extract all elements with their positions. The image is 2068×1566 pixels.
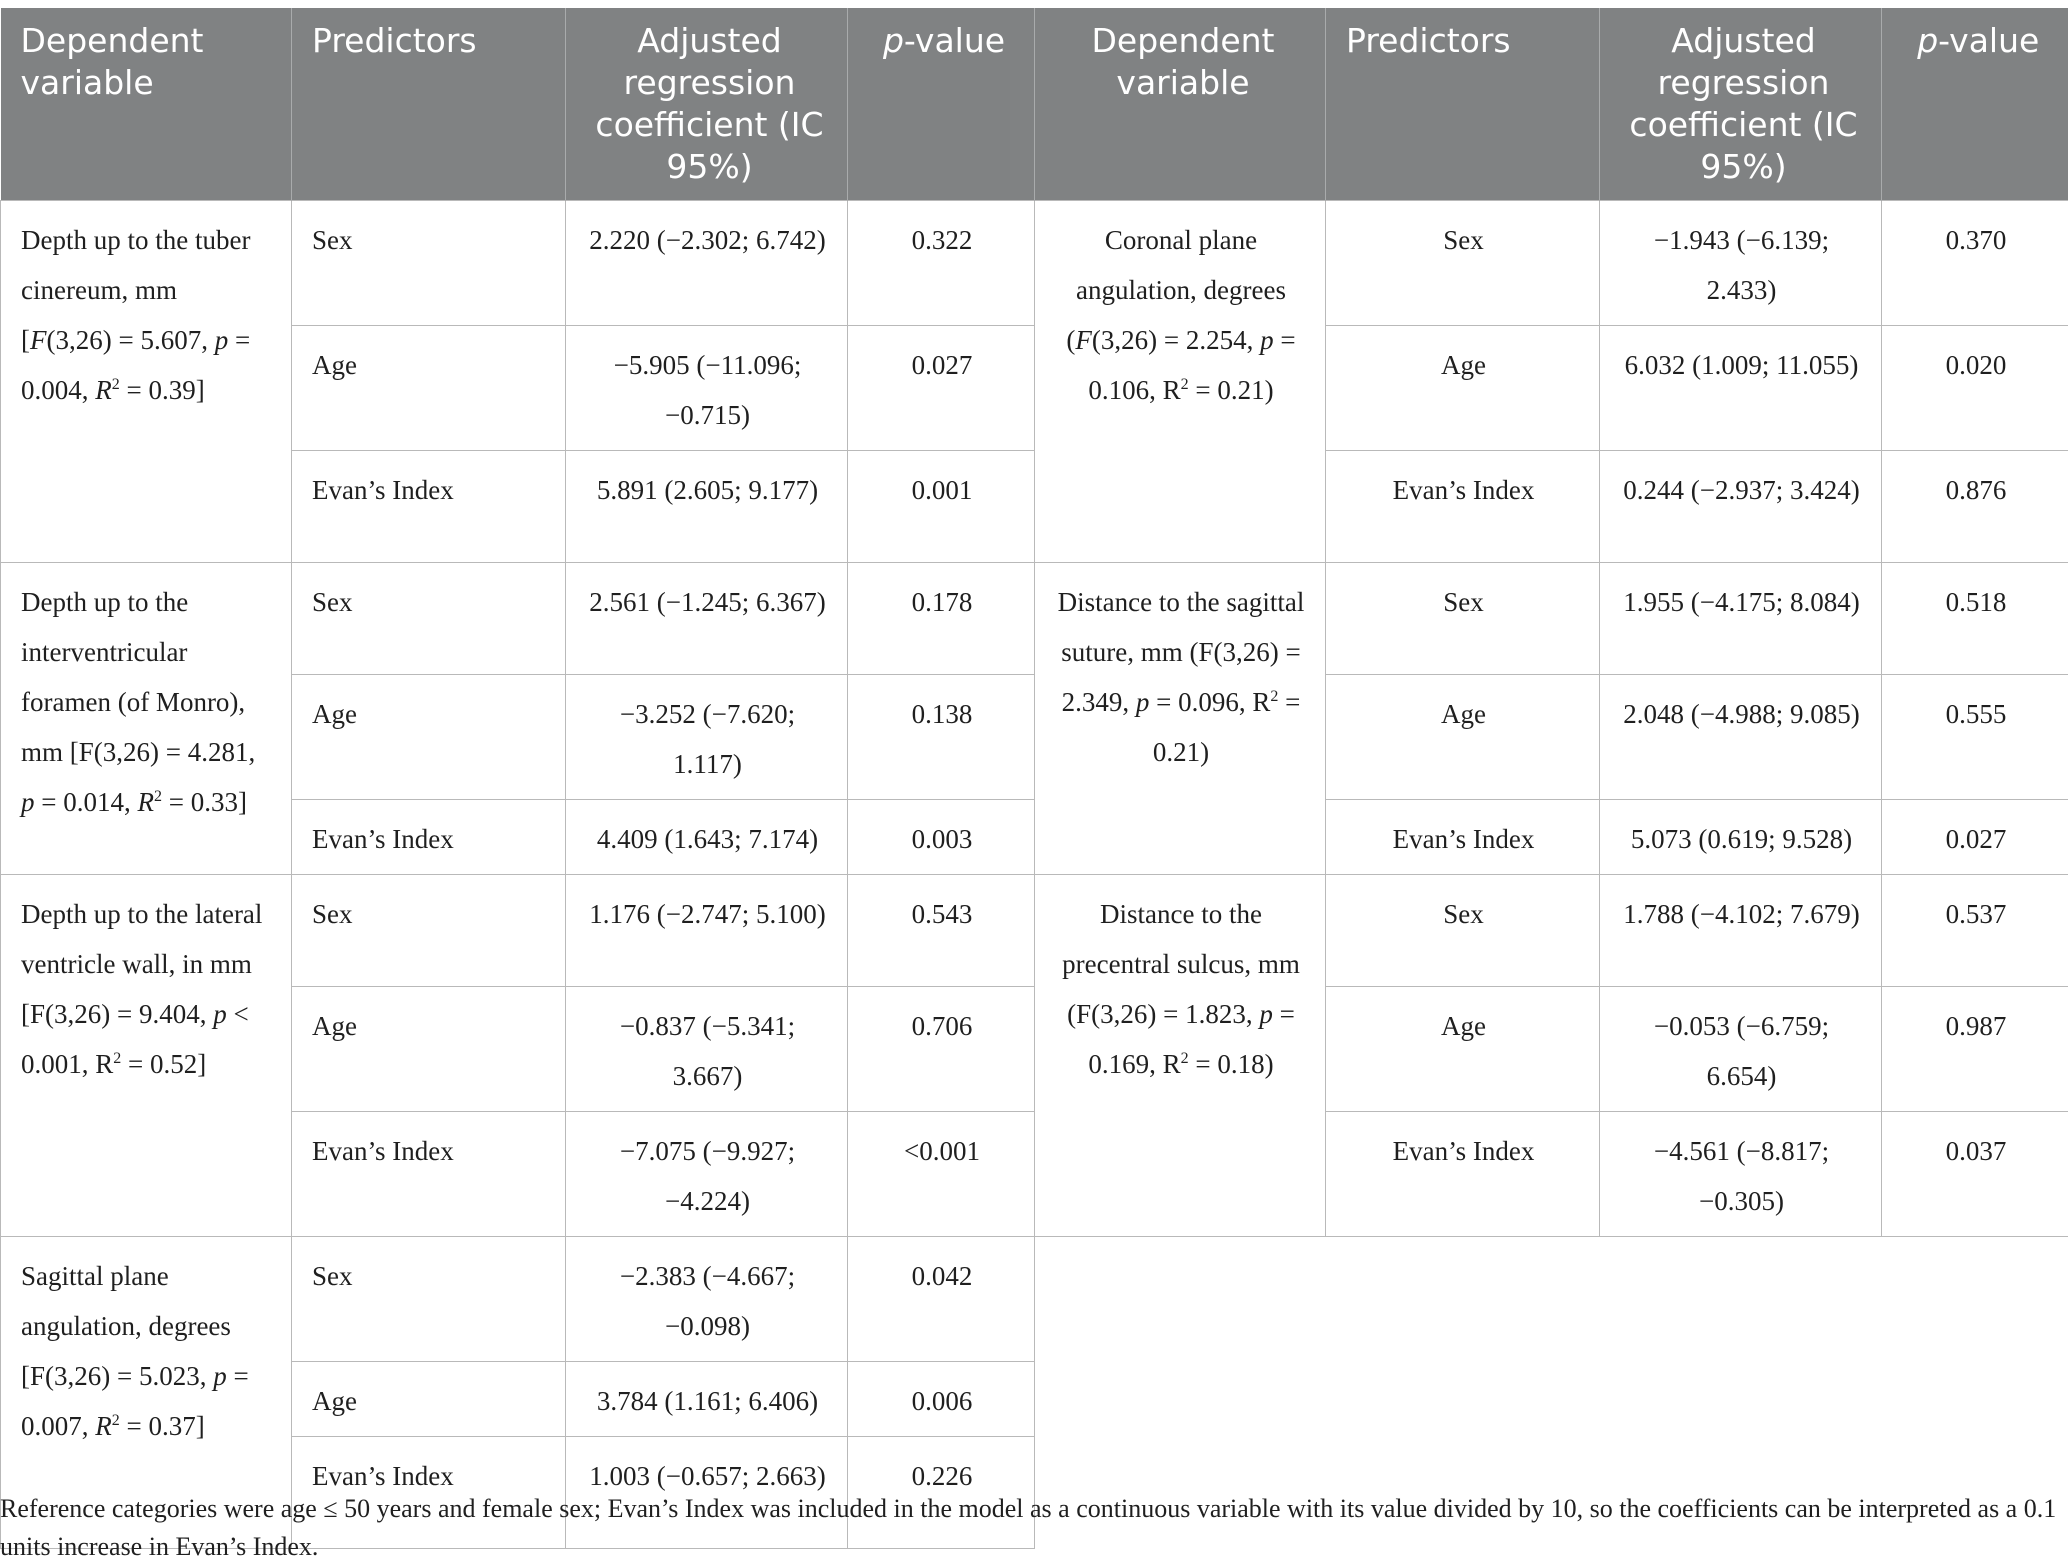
header-coefficient: Adjusted regression coefficient (IC 95%)	[566, 8, 848, 201]
coefficient-cell-right: 0.244 (−2.937; 3.424)	[1600, 451, 1882, 563]
coefficient-cell: 3.784 (1.161; 6.406)	[566, 1362, 848, 1437]
p-value-cell: 0.543	[848, 875, 1035, 987]
predictor-cell-right: Sex	[1326, 563, 1600, 675]
p-value-cell: <0.001	[848, 1112, 1035, 1237]
p-value-cell: 0.706	[848, 987, 1035, 1112]
predictor-cell: Evan’s Index	[292, 1437, 566, 1549]
predictor-cell: Sex	[292, 563, 566, 675]
predictor-cell-right: Age	[1326, 326, 1600, 451]
p-value-cell: 0.178	[848, 563, 1035, 675]
regression-table	[0, 8, 2068, 1549]
p-value-cell: 0.042	[848, 1237, 1035, 1362]
table-body	[1, 201, 2068, 1549]
p-value-cell: 0.001	[848, 451, 1035, 563]
p-value-cell-right: 0.555	[1882, 675, 2068, 800]
coefficient-cell: −3.252 (−7.620; 1.117)	[566, 675, 848, 800]
coefficient-cell: 5.891 (2.605; 9.177)	[566, 451, 848, 563]
p-value-cell: 0.138	[848, 675, 1035, 800]
predictor-cell: Sex	[292, 1237, 566, 1362]
predictor-cell: Age	[292, 675, 566, 800]
dependent-variable-cell: Depth up to the interventricular foramen (of Monro), mm [F(3,26) = 4.281, p = 0.014, $R^2 = 0.33$]	[1, 563, 292, 875]
coefficient-cell: −2.383 (−4.667; −0.098)	[566, 1237, 848, 1362]
table-wrapper	[0, 8, 2068, 1549]
predictor-cell: Evan’s Index	[292, 1112, 566, 1237]
table-row	[1, 201, 2068, 326]
predictor-cell: Age	[292, 1362, 566, 1437]
p-value-cell: 0.003	[848, 800, 1035, 875]
coefficient-cell: 4.409 (1.643; 7.174)	[566, 800, 848, 875]
table-row	[1, 800, 2068, 875]
table-row	[1, 675, 2068, 800]
coefficient-cell: 1.003 (−0.657; 2.663)	[566, 1437, 848, 1549]
coefficient-cell-right: −1.943 (−6.139; 2.433)	[1600, 201, 1882, 326]
table-row	[1, 1112, 2068, 1237]
p-value-cell: 0.322	[848, 201, 1035, 326]
predictor-cell: Evan’s Index	[292, 451, 566, 563]
p-value-cell-right: 0.537	[1882, 875, 2068, 987]
p-value-cell-right: 0.876	[1882, 451, 2068, 563]
header-coefficient-right: Adjusted regression coefficient (IC 95%)	[1600, 8, 1882, 201]
table-row	[1, 875, 2068, 987]
dependent-variable-cell-right: Distance to the precentral sulcus, mm (F(3,26) = 1.823, p = 0.169, $R^2 = 0.18$)	[1035, 875, 1326, 1237]
p-value-cell-right: 0.370	[1882, 201, 2068, 326]
p-value-cell-right: 0.037	[1882, 1112, 2068, 1237]
predictor-cell-right: Age	[1326, 987, 1600, 1112]
p-value-cell: 0.006	[848, 1362, 1035, 1437]
header-row	[1, 8, 2068, 201]
predictor-cell-right: Evan’s Index	[1326, 800, 1600, 875]
header-dependent-variable-right: Dependent variable	[1035, 8, 1326, 201]
table-footnote: Reference categories were age ≤ 50 years and female sex; Evan’s Index was included in the model as a continuous variable with its value divided by 10, so the coefficients can be interpreted as a 0.1 units increase in Evan’s Index.	[0, 1490, 2060, 1566]
dependent-variable-cell: Sagittal plane angulation, degrees [F(3,26) = 5.023, p = 0.007, $R^2 = 0.37$]	[1, 1237, 292, 1549]
table-row	[1, 451, 2068, 563]
predictor-cell-right: Sex	[1326, 201, 1600, 326]
header-predictors: Predictors	[292, 8, 566, 201]
coefficient-cell-right: 5.073 (0.619; 9.528)	[1600, 800, 1882, 875]
table-row	[1, 563, 2068, 675]
p-value-cell-right: 0.027	[1882, 800, 2068, 875]
predictor-cell: Sex	[292, 875, 566, 987]
predictor-cell-right: Evan’s Index	[1326, 451, 1600, 563]
coefficient-cell: 1.176 (−2.747; 5.100)	[566, 875, 848, 987]
header-p-value: p-value	[848, 8, 1035, 201]
table-row	[1, 1237, 2068, 1362]
predictor-cell: Age	[292, 987, 566, 1112]
coefficient-cell-right: 1.788 (−4.102; 7.679)	[1600, 875, 1882, 987]
header-predictors-right: Predictors	[1326, 8, 1600, 201]
coefficient-cell: 2.220 (−2.302; 6.742)	[566, 201, 848, 326]
p-value-cell-right: 0.987	[1882, 987, 2068, 1112]
coefficient-cell-right: −0.053 (−6.759; 6.654)	[1600, 987, 1882, 1112]
coefficient-cell-right: 1.955 (−4.175; 8.084)	[1600, 563, 1882, 675]
coefficient-cell: −0.837 (−5.341; 3.667)	[566, 987, 848, 1112]
predictor-cell: Age	[292, 326, 566, 451]
predictor-cell-right: Sex	[1326, 875, 1600, 987]
coefficient-cell: 2.561 (−1.245; 6.367)	[566, 563, 848, 675]
predictor-cell-right: Evan’s Index	[1326, 1112, 1600, 1237]
dependent-variable-cell-right: Distance to the sagittal suture, mm (F(3,26) = 2.349, p = 0.096, $R^2 = 0.21$)	[1035, 563, 1326, 875]
table-header	[1, 8, 2068, 201]
p-value-cell-right: 0.518	[1882, 563, 2068, 675]
dependent-variable-cell-right: Coronal plane angulation, degrees (F(3,26) = 2.254, p = 0.106, $R^2 = 0.21$)	[1035, 201, 1326, 563]
header-p-value-right: p-value	[1882, 8, 2068, 201]
table-row	[1, 987, 2068, 1112]
p-value-cell: 0.027	[848, 326, 1035, 451]
header-dependent-variable: Dependent variable	[1, 8, 292, 201]
predictor-cell: Evan’s Index	[292, 800, 566, 875]
p-value-cell: 0.226	[848, 1437, 1035, 1549]
coefficient-cell: −7.075 (−9.927; −4.224)	[566, 1112, 848, 1237]
dependent-variable-cell: Depth up to the lateral ventricle wall, in mm [F(3,26) = 9.404, p < 0.001, $R^2 = 0.52$]	[1, 875, 292, 1237]
coefficient-cell-right: 2.048 (−4.988; 9.085)	[1600, 675, 1882, 800]
coefficient-cell-right: 6.032 (1.009; 11.055)	[1600, 326, 1882, 451]
dependent-variable-cell: Depth up to the tuber cinereum, mm [F(3,26) = 5.607, p = 0.004, $R^2 = 0.39$]	[1, 201, 292, 563]
predictor-cell-right: Age	[1326, 675, 1600, 800]
coefficient-cell-right: −4.561 (−8.817; −0.305)	[1600, 1112, 1882, 1237]
coefficient-cell: −5.905 (−11.096; −0.715)	[566, 326, 848, 451]
predictor-cell: Sex	[292, 201, 566, 326]
table-row	[1, 326, 2068, 451]
p-value-cell-right: 0.020	[1882, 326, 2068, 451]
